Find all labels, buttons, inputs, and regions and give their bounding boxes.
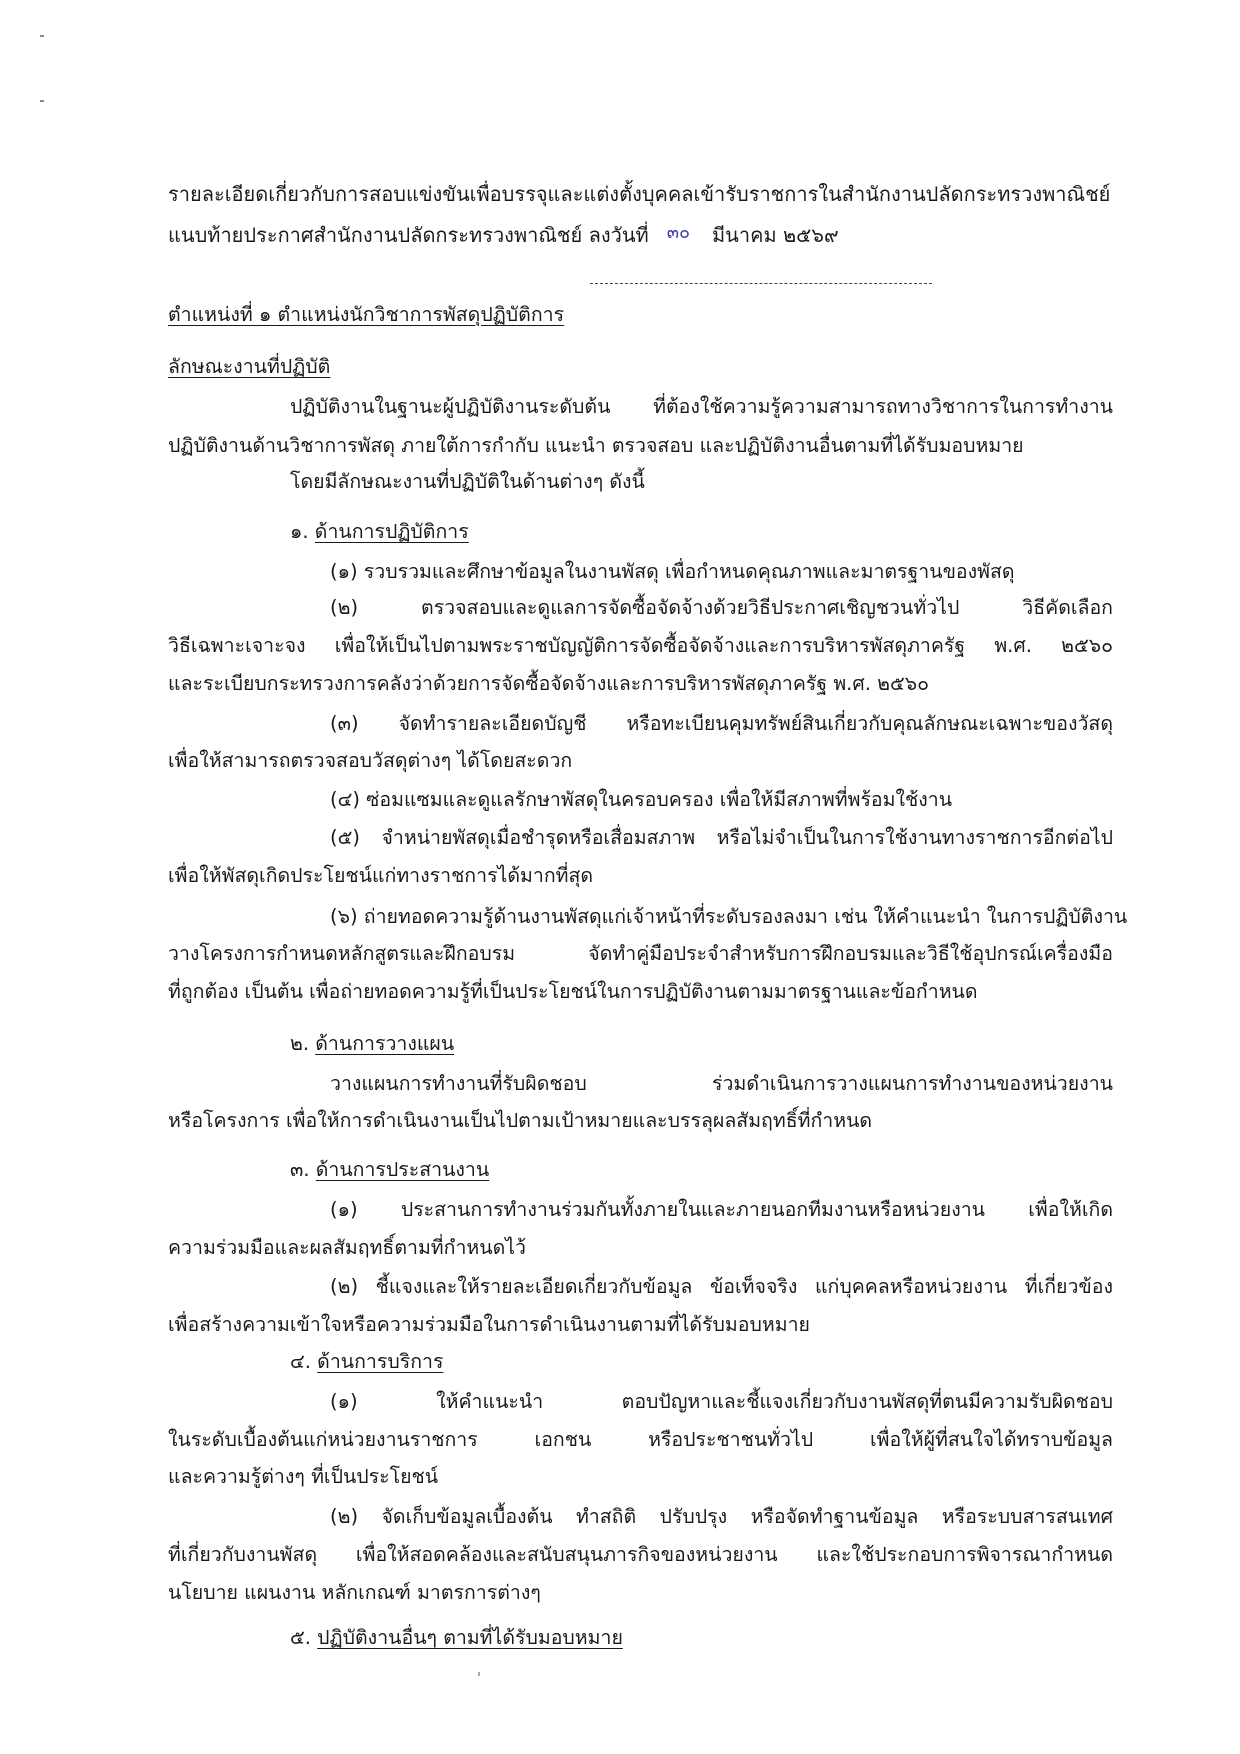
section-line: เพื่อให้พัสดุเกิดประโยชน์แก่ทางราชการได้มากที่สุด (168, 864, 594, 887)
section-number: ๕. (290, 1626, 311, 1649)
section-heading (290, 1628, 623, 1648)
section-number: ๑. (290, 520, 309, 543)
section-line: (๕) จำหน่ายพัสดุเมื่อชำรุดหรือเสื่อมสภาพ หรือไม่จำเป็นในการใช้งานทางราชการอีกต่อไป (330, 826, 1113, 849)
section-line: (๑) ประสานการทำงานร่วมกันทั้งภายในและภายนอกทีมงานหรือหน่วยงาน เพื่อให้เกิด (330, 1198, 1113, 1221)
section-line: ในระดับเบื้องต้นแก่หน่วยงานราชการ เอกชน หรือประชาชนทั่วไป เพื่อให้ผู้ที่สนใจได้ทราบข้อมูล (168, 1428, 1113, 1451)
section-heading (290, 1160, 489, 1180)
section-title: ด้านการประสานงาน (315, 1158, 490, 1181)
section-number: ๓. (290, 1158, 310, 1181)
separator-rule (590, 283, 932, 284)
section-line: (๒) ตรวจสอบและดูแลการจัดซื้อจัดจ้างด้วยวิธีประกาศเชิญชวนทั่วไป วิธีคัดเลือก (330, 596, 1113, 619)
section-number: ๔. (290, 1350, 311, 1373)
section-line: วางโครงการกำหนดหลักสูตรและฝึกอบรม จัดทำคู่มือประจำสำหรับการฝึกอบรมและวิธีใช้อุปกรณ์เครื่องมือ (168, 942, 1113, 965)
section-line: เพื่อสร้างความเข้าใจหรือความร่วมมือในการดำเนินงานตามที่ได้รับมอบหมาย (168, 1313, 810, 1336)
section-heading (290, 522, 469, 542)
section-line: ที่ถูกต้อง เป็นต้น เพื่อถ่ายทอดความรู้ที่เป็นประโยชน์ในการปฏิบัติงานตามมาตรฐานและข้อกำหนด (168, 980, 978, 1003)
document-title-line2 (168, 222, 839, 247)
section-line: เพื่อให้สามารถตรวจสอบวัสดุต่างๆ ได้โดยสะดวก (168, 749, 573, 772)
section-line: ที่เกี่ยวกับงานพัสดุ เพื่อให้สอดคล้องและสนับสนุนภารกิจของหน่วยงาน และใช้ประกอบการพิจารณากำหนด (168, 1543, 1113, 1566)
scan-speck (40, 100, 44, 102)
section-line: และระเบียบกระทรวงการคลังว่าด้วยการจัดซื้อจัดจ้างและการบริหารพัสดุภาครัฐ พ.ศ. ๒๕๖๐ (168, 672, 930, 695)
section-line: (๔) ซ่อมแซมและดูแลรักษาพัสดุในครอบครอง เพื่อให้มีสภาพที่พร้อมใช้งาน (330, 788, 953, 811)
section-line: วางแผนการทำงานที่รับผิดชอบ ร่วมดำเนินการวางแผนการทำงานของหน่วยงาน (330, 1072, 1113, 1095)
title-line2-suffix: มีนาคม ๒๕๖๙ (711, 223, 839, 247)
section-line: วิธีเฉพาะเจาะจง เพื่อให้เป็นไปตามพระราชบัญญัติการจัดซื้อจัดจ้างและการบริหารพัสดุภาครัฐ พ.ศ. ๒๕๖๐ (168, 634, 1113, 657)
section-line: หรือโครงการ เพื่อให้การดำเนินงานเป็นไปตามเป้าหมายและบรรลุผลสัมฤทธิ์ที่กำหนด (168, 1109, 873, 1132)
section-line: (๓) จัดทำรายละเอียดบัญชี หรือทะเบียนคุมทรัพย์สินเกี่ยวกับคุณลักษณะเฉพาะของวัสดุ (330, 712, 1113, 735)
section-number: ๒. (290, 1032, 310, 1055)
section-line: (๖) ถ่ายทอดความรู้ด้านงานพัสดุแก่เจ้าหน้าที่ระดับรองลงมา เช่น ให้คำแนะนำ ในการปฏิบัติงาน (330, 905, 1128, 928)
document-title-line1: รายละเอียดเกี่ยวกับการสอบแข่งขันเพื่อบรรจุและแต่งตั้งบุคคลเข้ารับราชการในสำนักงานปลัดกระทรวงพาณิชย์ (168, 182, 1111, 206)
intro-line: ปฏิบัติงานในฐานะผู้ปฏิบัติงานระดับต้น ที่ต้องใช้ความรู้ความสามารถทางวิชาการในการทำงาน (290, 395, 1113, 418)
section-line: (๑) ให้คำแนะนำ ตอบปัญหาและชี้แจงเกี่ยวกับงานพัสดุที่ตนมีความรับผิดชอบ (330, 1390, 1113, 1413)
section-title: ด้านการบริการ (317, 1350, 444, 1373)
job-nature-heading: ลักษณะงานที่ปฏิบัติ (168, 355, 331, 378)
handwritten-day: ๓๐ (666, 222, 690, 243)
section-line: และความรู้ต่างๆ ที่เป็นประโยชน์ (168, 1465, 439, 1488)
section-line: (๒) ชี้แจงและให้รายละเอียดเกี่ยวกับข้อมูล ข้อเท็จจริง แก่บุคคลหรือหน่วยงาน ที่เกี่ยวข้อง (330, 1275, 1113, 1298)
intro-line: ปฏิบัติงานด้านวิชาการพัสดุ ภายใต้การกำกับ แนะนำ ตรวจสอบ และปฏิบัติงานอื่นตามที่ได้รับมอบหมาย (168, 434, 1024, 457)
scan-speck (478, 1672, 480, 1676)
title-line2-prefix: แนบท้ายประกาศสำนักงานปลัดกระทรวงพาณิชย์ ลงวันที่ (168, 223, 649, 247)
section-line: (๑) รวบรวมและศึกษาข้อมูลในงานพัสดุ เพื่อกำหนดคุณภาพและมาตรฐานของพัสดุ (330, 560, 1015, 583)
section-line: ความร่วมมือและผลสัมฤทธิ์ตามที่กำหนดไว้ (168, 1236, 527, 1259)
intro-line: โดยมีลักษณะงานที่ปฏิบัติในด้านต่างๆ ดังนี้ (290, 470, 645, 493)
section-title: ด้านการปฏิบัติการ (314, 520, 469, 543)
section-title: ปฏิบัติงานอื่นๆ ตามที่ได้รับมอบหมาย (317, 1626, 623, 1649)
scan-speck (40, 35, 44, 37)
section-heading (290, 1034, 454, 1054)
section-heading (290, 1352, 443, 1372)
position-heading: ตำแหน่งที่ ๑ ตำแหน่งนักวิชาการพัสดุปฏิบัติการ (168, 303, 565, 326)
section-line: (๒) จัดเก็บข้อมูลเบื้องต้น ทำสถิติ ปรับปรุง หรือจัดทำฐานข้อมูล หรือระบบสารสนเทศ (330, 1505, 1113, 1528)
section-line: นโยบาย แผนงาน หลักเกณฑ์ มาตรการต่างๆ (168, 1581, 541, 1604)
section-title: ด้านการวางแผน (315, 1032, 455, 1055)
